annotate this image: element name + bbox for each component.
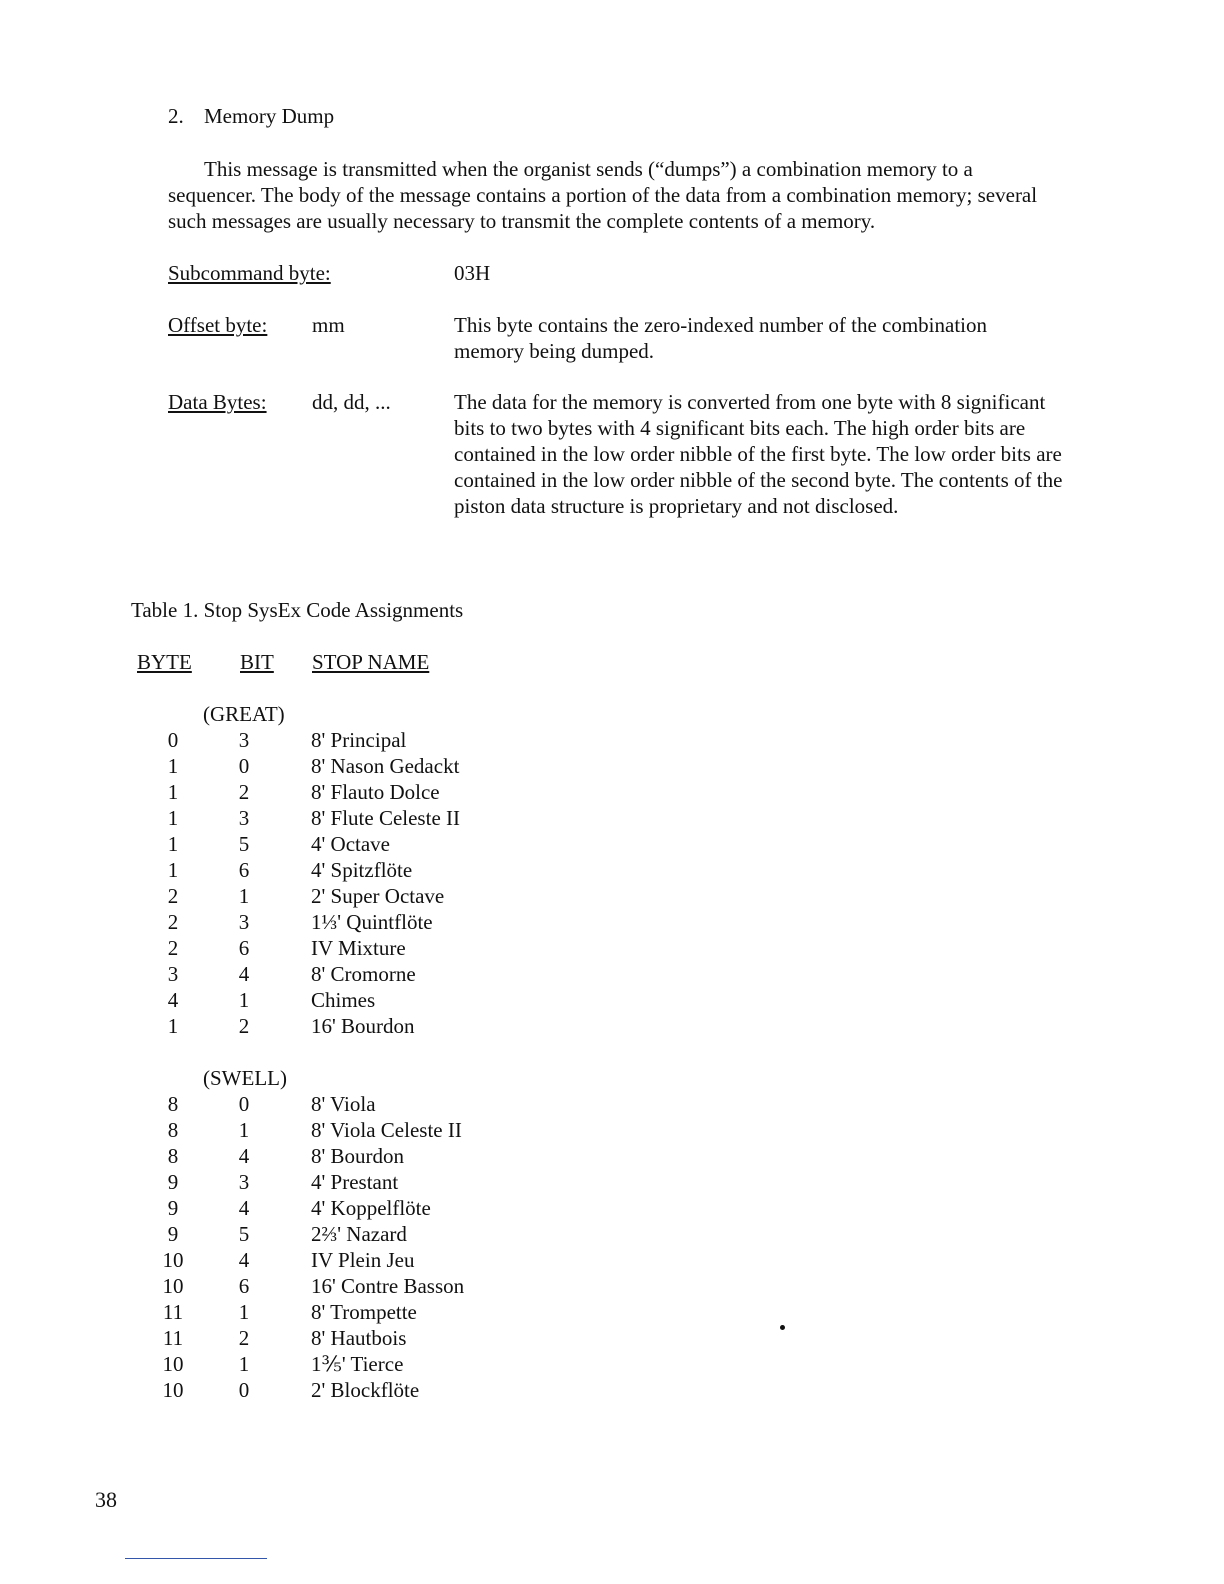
- page-number: 38: [95, 1487, 117, 1512]
- swell-division-label: (SWELL): [203, 1066, 287, 1090]
- table-row: [0, 1013, 600, 1039]
- byte-cell: 8: [167, 1144, 179, 1168]
- stop-name-cell: 8' Hautbois: [311, 1326, 407, 1350]
- stop-name-cell: 8' Cromorne: [311, 962, 416, 986]
- bit-cell: 0: [238, 754, 250, 778]
- stop-name-cell: 8' Viola: [311, 1092, 376, 1116]
- byte-cell: 0: [167, 728, 179, 752]
- table-row: [0, 1195, 600, 1221]
- table-row: [0, 753, 600, 779]
- subcommand-label: Subcommand byte:: [168, 261, 331, 285]
- bit-cell: 2: [238, 1326, 250, 1350]
- byte-cell: 9: [167, 1170, 179, 1194]
- stop-name-cell: 16' Bourdon: [311, 1014, 415, 1038]
- byte-cell: 1: [167, 754, 179, 778]
- byte-cell: 3: [167, 962, 179, 986]
- data-bytes-code: dd, dd, ...: [312, 390, 391, 414]
- table-row: [0, 1247, 600, 1273]
- stop-name-cell: 16' Contre Basson: [311, 1274, 465, 1298]
- table-row: [0, 727, 600, 753]
- byte-cell: 11: [162, 1300, 184, 1324]
- section-title: Memory Dump: [204, 104, 335, 128]
- column-header-bit: BIT: [240, 650, 274, 674]
- stop-name-cell: Chimes: [311, 988, 376, 1012]
- table-row: [0, 857, 600, 883]
- stop-name-cell: 1⅗' Tierce: [311, 1352, 404, 1376]
- bit-cell: 4: [238, 1248, 250, 1272]
- byte-cell: 1: [167, 858, 179, 882]
- table-row: [0, 1117, 600, 1143]
- table-row: [0, 1351, 600, 1377]
- table-row: [0, 831, 600, 857]
- bit-cell: 2: [238, 780, 250, 804]
- byte-cell: 8: [167, 1092, 179, 1116]
- table-row: [0, 1325, 600, 1351]
- table-row: [0, 1377, 600, 1403]
- data-bytes-description: The data for the memory is converted from one byte with 8 significant bits to two bytes with 4 significant bits each. The high order bits are contained in the low order nibble of the first byte. The low order bits are contained in the low order nibble of the second byte. The contents of the piston data structure is proprietary and not disclosed.: [454, 390, 1063, 518]
- column-header-stop-name: STOP NAME: [312, 650, 430, 674]
- table-row: [0, 961, 600, 987]
- bit-cell: 1: [238, 1118, 250, 1142]
- bit-cell: 3: [238, 1170, 250, 1194]
- bit-cell: 5: [238, 1222, 250, 1246]
- bit-cell: 3: [238, 910, 250, 934]
- byte-cell: 9: [167, 1196, 179, 1220]
- stop-name-cell: IV Mixture: [311, 936, 406, 960]
- byte-cell: 2: [167, 884, 179, 908]
- table-row: [0, 1221, 600, 1247]
- column-header-byte: BYTE: [137, 650, 192, 674]
- table-row: [0, 987, 600, 1013]
- byte-cell: 10: [162, 1352, 184, 1376]
- bit-cell: 1: [238, 1300, 250, 1324]
- byte-cell: 10: [162, 1248, 184, 1272]
- data-bytes-label: Data Bytes:: [168, 390, 267, 414]
- stop-name-cell: 4' Koppelflöte: [311, 1196, 431, 1220]
- intro-paragraph: This message is transmitted when the organist sends (“dumps”) a combination memory to a sequencer. The body of the message contains a portion of the data from a combination memory; several such messages are usually necessary to transmit the complete contents of a memory.: [168, 157, 1038, 233]
- stop-name-cell: 2' Blockflöte: [311, 1378, 420, 1402]
- byte-cell: 1: [167, 780, 179, 804]
- section-number: 2.: [168, 104, 184, 128]
- table-row: [0, 909, 600, 935]
- byte-cell: 8: [167, 1118, 179, 1142]
- byte-cell: 11: [162, 1326, 184, 1350]
- bit-cell: 1: [238, 988, 250, 1012]
- stop-name-cell: 8' Viola Celeste II: [311, 1118, 462, 1142]
- bit-cell: 6: [238, 858, 250, 882]
- table-row: [0, 1143, 600, 1169]
- bit-cell: 4: [238, 1196, 250, 1220]
- bit-cell: 3: [238, 728, 250, 752]
- stop-name-cell: 2' Super Octave: [311, 884, 445, 908]
- byte-cell: 2: [167, 910, 179, 934]
- stop-name-cell: 8' Bourdon: [311, 1144, 405, 1168]
- stop-name-cell: 4' Prestant: [311, 1170, 399, 1194]
- stray-dot: [780, 1325, 785, 1330]
- section-heading: [168, 103, 334, 129]
- bit-cell: 5: [238, 832, 250, 856]
- byte-cell: 1: [167, 1014, 179, 1038]
- offset-code: mm: [312, 313, 345, 337]
- table-row: [0, 883, 600, 909]
- bit-cell: 0: [238, 1378, 250, 1402]
- stop-name-cell: 8' Flauto Dolce: [311, 780, 440, 804]
- table-row: [0, 1091, 600, 1117]
- table-row: [0, 1169, 600, 1195]
- byte-cell: 4: [167, 988, 179, 1012]
- stop-name-cell: IV Plein Jeu: [311, 1248, 415, 1272]
- bit-cell: 6: [238, 1274, 250, 1298]
- stop-name-cell: 1⅓' Quintflöte: [311, 910, 433, 934]
- stop-name-cell: 8' Flute Celeste II: [311, 806, 460, 830]
- byte-cell: 1: [167, 832, 179, 856]
- table-row: [0, 779, 600, 805]
- byte-cell: 1: [167, 806, 179, 830]
- stop-name-cell: 4' Octave: [311, 832, 390, 856]
- offset-description: This byte contains the zero-indexed number of the combination memory being dumped.: [454, 313, 988, 363]
- table-row: [0, 1299, 600, 1325]
- bit-cell: 4: [238, 962, 250, 986]
- footer-rule: [125, 1558, 267, 1559]
- byte-cell: 2: [167, 936, 179, 960]
- stop-name-cell: 2⅔' Nazard: [311, 1222, 407, 1246]
- bit-cell: 3: [238, 806, 250, 830]
- bit-cell: 1: [238, 884, 250, 908]
- subcommand-value: 03H: [454, 261, 491, 285]
- stop-name-cell: 8' Trompette: [311, 1300, 417, 1324]
- table-row: [0, 935, 600, 961]
- table-row: [0, 1273, 600, 1299]
- stop-name-cell: 8' Principal: [311, 728, 407, 752]
- bit-cell: 1: [238, 1352, 250, 1376]
- byte-cell: 10: [162, 1378, 184, 1402]
- bit-cell: 4: [238, 1144, 250, 1168]
- table-caption: Table 1. Stop SysEx Code Assignments: [131, 598, 464, 622]
- stop-name-cell: 8' Nason Gedackt: [311, 754, 460, 778]
- byte-cell: 9: [167, 1222, 179, 1246]
- stop-name-cell: 4' Spitzflöte: [311, 858, 413, 882]
- table-row: [0, 805, 600, 831]
- offset-label: Offset byte:: [168, 313, 268, 337]
- bit-cell: 0: [238, 1092, 250, 1116]
- byte-cell: 10: [162, 1274, 184, 1298]
- bit-cell: 6: [238, 936, 250, 960]
- great-division-label: (GREAT): [203, 702, 285, 726]
- bit-cell: 2: [238, 1014, 250, 1038]
